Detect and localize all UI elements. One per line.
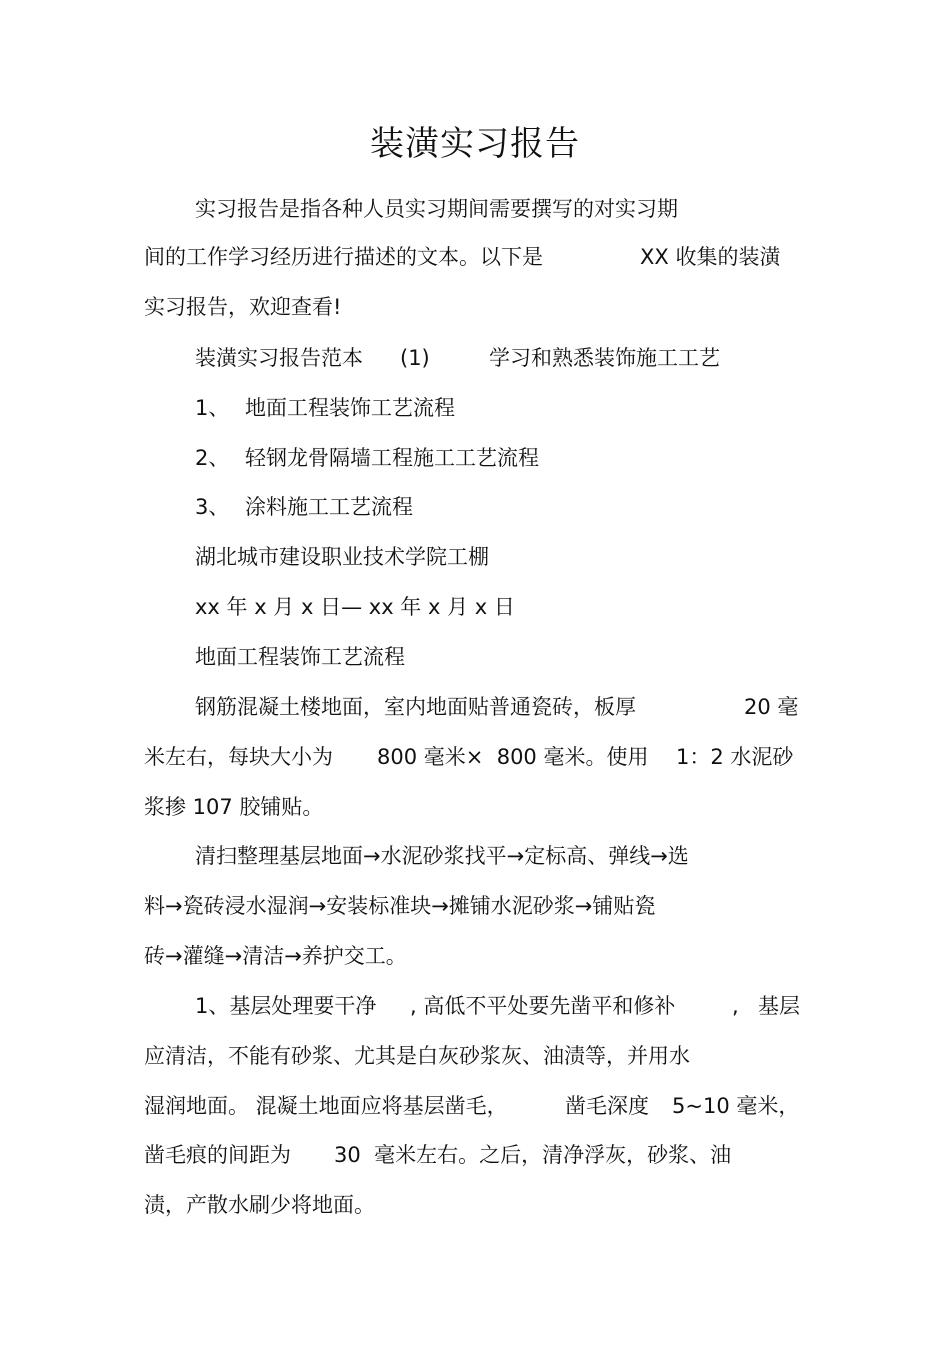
- text-line: [0, 1091, 950, 1121]
- text-line: [0, 891, 950, 921]
- text-segment: 2、: [195, 446, 230, 470]
- text-line: [0, 692, 950, 722]
- text-segment: 钢筋混凝土楼地面，室内地面贴普通瓷砖，板厚: [195, 695, 636, 719]
- text-segment: 1：2 水泥砂: [676, 745, 794, 769]
- text-segment: 涂料施工工艺流程: [245, 495, 413, 519]
- text-segment: ,: [732, 994, 739, 1018]
- text-segment: 凿毛痕的间距为: [144, 1143, 291, 1167]
- text-segment: 实习报告是指各种人员实习期间需要撰写的对实习期: [195, 197, 678, 221]
- text-segment: 凿毛深度: [565, 1094, 649, 1118]
- text-segment: 轻钢龙骨隔墙工程施工工艺流程: [245, 446, 539, 470]
- text-segment: 3、: [195, 495, 230, 519]
- text-segment: 5~10 毫米，: [672, 1094, 800, 1118]
- text-segment: 间的工作学习经历进行描述的文本。以下是: [144, 245, 543, 269]
- text-segment: 基层: [758, 994, 800, 1018]
- text-segment: , 高低不平处要先凿平和修补: [410, 994, 676, 1018]
- text-line: [0, 492, 950, 522]
- text-segment: 学习和熟悉装饰施工工艺: [489, 346, 720, 370]
- text-segment: 砖→灌缝→清洁→养护交工。: [144, 944, 407, 968]
- text-segment: 800 毫米× 800 毫米。使用: [377, 745, 649, 769]
- text-segment: 湿润地面。 混凝土地面应将基层凿毛，: [144, 1094, 508, 1118]
- text-line: [0, 841, 950, 871]
- text-segment: 1、: [195, 396, 230, 420]
- text-segment: 湖北城市建设职业技术学院工棚: [195, 545, 489, 569]
- text-line: [0, 1190, 950, 1220]
- text-segment: 应清洁，不能有砂浆、尤其是白灰砂浆灰、油渍等，并用水: [144, 1044, 690, 1068]
- text-line: [0, 991, 950, 1021]
- text-segment: 地面工程装饰工艺流程: [195, 645, 405, 669]
- text-segment: 清扫整理基层地面→水泥砂浆找平→定标高、弹线→选: [195, 844, 689, 868]
- text-line: [0, 642, 950, 672]
- text-line: [0, 792, 950, 822]
- text-segment: (1): [400, 346, 430, 370]
- text-line: [0, 592, 950, 622]
- text-segment: 渍，产散水刷少将地面。: [144, 1193, 375, 1217]
- text-segment: 20 毫: [744, 695, 799, 719]
- text-segment: 1、基层处理要干净: [195, 994, 377, 1018]
- text-segment: xx 年 x 月 x 日— xx 年 x 月 x 日: [195, 595, 515, 619]
- text-line: [0, 941, 950, 971]
- text-line: [0, 1140, 950, 1170]
- text-segment: XX 收集的装潢: [640, 245, 781, 269]
- text-line: [0, 393, 950, 423]
- text-line: [0, 242, 950, 272]
- text-line: [0, 343, 950, 373]
- text-segment: 米左右，每块大小为: [144, 745, 333, 769]
- text-line: [0, 292, 950, 322]
- text-segment: 装潢实习报告范本: [195, 346, 363, 370]
- text-segment: 料→瓷砖浸水湿润→安装标准块→摊铺水泥砂浆→铺贴瓷: [144, 894, 656, 918]
- text-line: [0, 1041, 950, 1071]
- text-line: [0, 194, 950, 224]
- text-segment: 浆掺 107 胶铺贴。: [144, 795, 324, 819]
- document-title: 装潢实习报告: [370, 124, 580, 164]
- text-line: [0, 443, 950, 473]
- text-segment: 30 毫米左右。之后，清净浮灰，砂浆、油: [334, 1143, 732, 1167]
- text-line: [0, 742, 950, 772]
- text-line: [0, 542, 950, 572]
- text-segment: 地面工程装饰工艺流程: [245, 396, 455, 420]
- text-segment: 实习报告，欢迎查看!: [144, 295, 342, 319]
